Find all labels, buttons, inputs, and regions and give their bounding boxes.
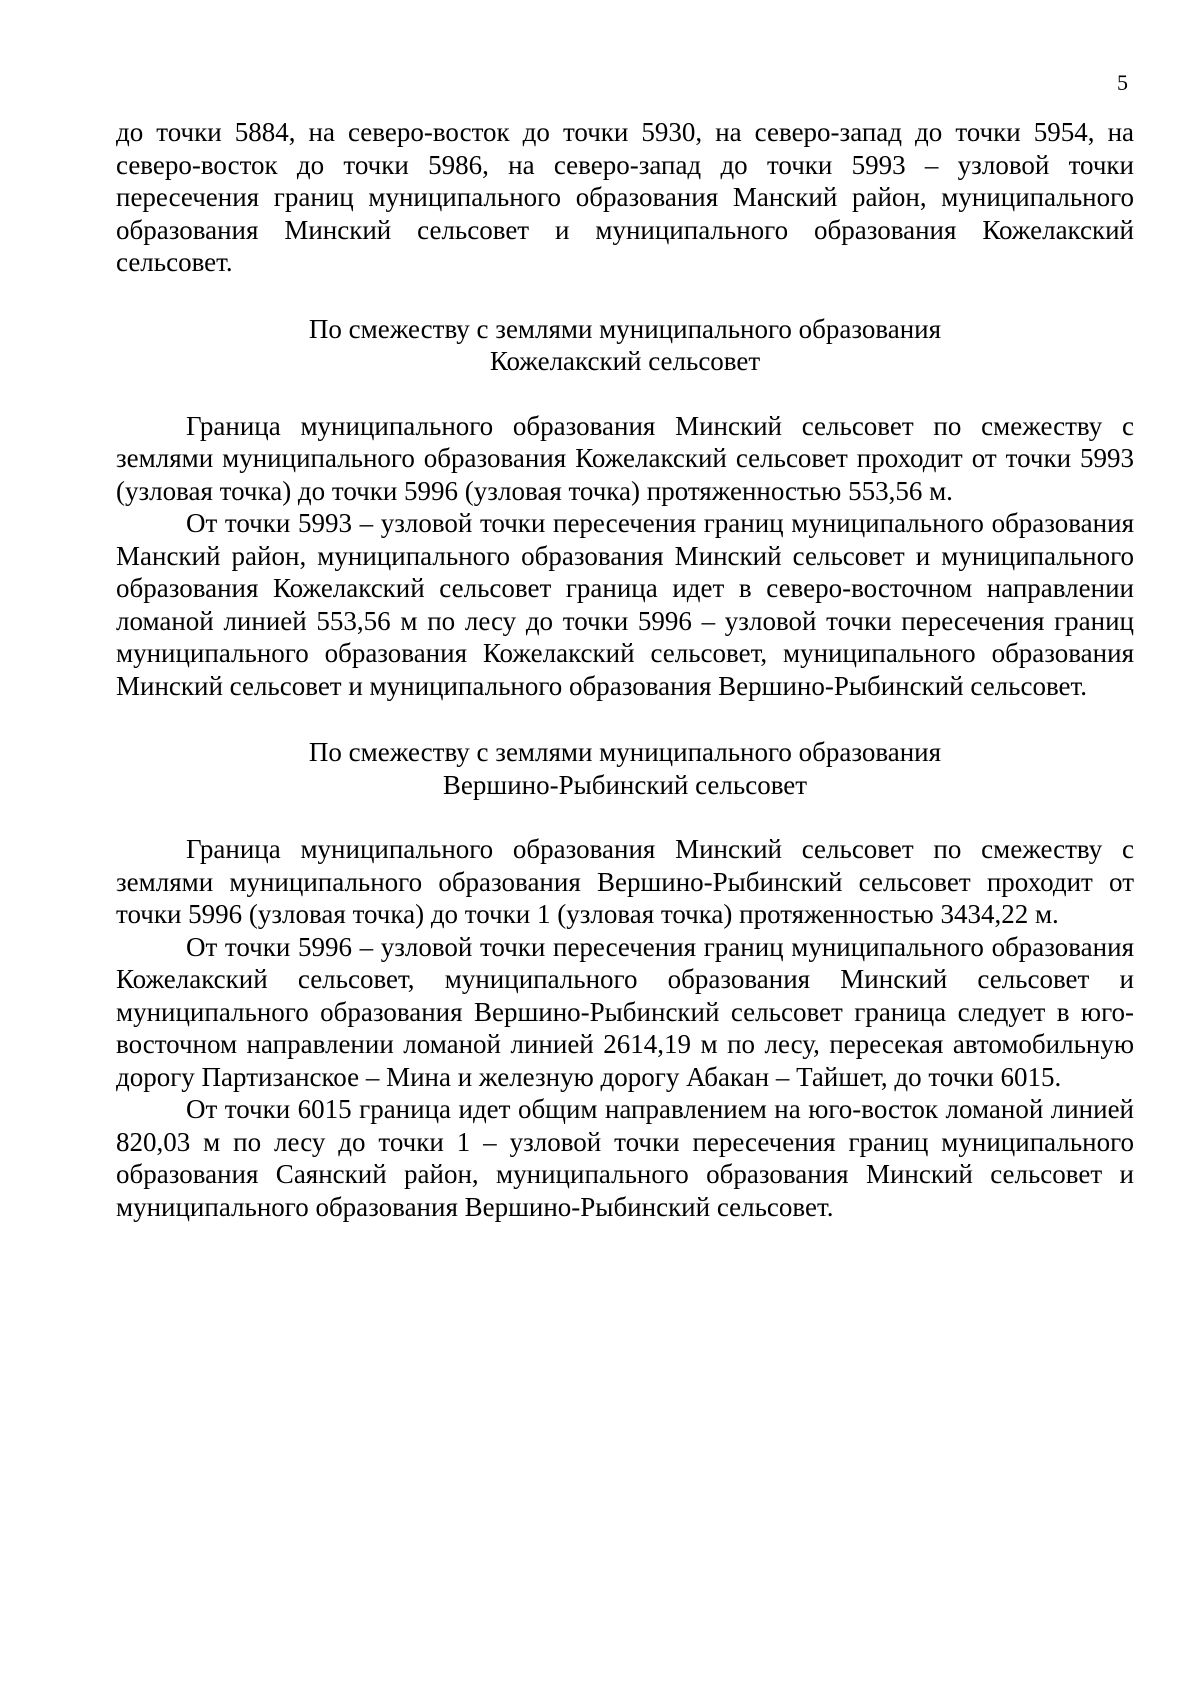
section-heading-line2: Кожелакский сельсовет xyxy=(489,346,761,376)
section-heading-line2: Вершино-Рыбинский сельсовет xyxy=(442,769,808,800)
section-heading-kozhelaksky xyxy=(116,313,1134,378)
document-body xyxy=(116,116,1134,1223)
paragraph-vershino-summary: Граница муниципального образования Минский сельсовет по смежеству с землями муниципального образования Вершино-Рыбинский сельсовет проходит от точки 5996 (узловая точка) до точки 1 (узловая точка) протяженностью 3434,22 м. xyxy=(116,834,1134,929)
section-heading-line1: По смежеству с землями муниципального образования xyxy=(308,313,942,344)
paragraph-kozhelaksky-summary: Граница муниципального образования Минский сельсовет по смежеству с землями муниципального образования Кожелакский сельсовет проходит от точки 5993 (узловая точка) до точки 5996 (узловая точка) протяженностью 553,56 м. xyxy=(116,410,1134,506)
paragraph-kozhelaksky-description: От точки 5993 – узловой точки пересечения границ муниципального образования Манский район, муниципального образования Минский сельсовет и муниципального образования Кожелакский сельсовет граница идет в северо-восточном направлении ломаной линией 553,56 м по лесу до точки 5996 – узловой точки пересечения границ муниципального образования Кожелакский сельсовет, муниципального образования Минский сельсовет и муниципального образования Вершино-Рыбинский сельсовет. xyxy=(116,508,1134,701)
section-heading-vershino-rybinsky xyxy=(116,736,1134,801)
paragraph-vershino-description-2: От точки 6015 граница идет общим направлением на юго-восток ломаной линией 820,03 м по лесу до точки 1 – узловой точки пересечения границ муниципального образования Саянский район, муниципального образования Минский сельсовет и муниципального образования Вершино-Рыбинский сельсовет. xyxy=(116,1094,1134,1222)
section-heading-line1: По смежеству с землями муниципального образования xyxy=(308,737,942,767)
paragraph-vershino-description-1: От точки 5996 – узловой точки пересечения границ муниципального образования Кожелакский сельсовет, муниципального образования Минский сельсовет и муниципального образования Вершино-Рыбинский сельсовет граница следует в юго-восточном направлении ломаной линией 2614,19 м по лесу, пересекая автомобильную дорогу Партизанское – Мина и железную дорогу Абакан – Тайшет, до точки 6015. xyxy=(116,931,1134,1092)
page-number: 5 xyxy=(1117,70,1128,95)
opening-paragraph: до точки 5884, на северо-восток до точки 5930, на северо-запад до точки 5954, на северо-восток до точки 5986, на северо-запад до точки 5993 – узловой точки пересечения границ муниципального образования Манский район, муниципального образования Минский сельсовет и муниципального образования Кожелакский сельсовет. xyxy=(116,117,1134,277)
